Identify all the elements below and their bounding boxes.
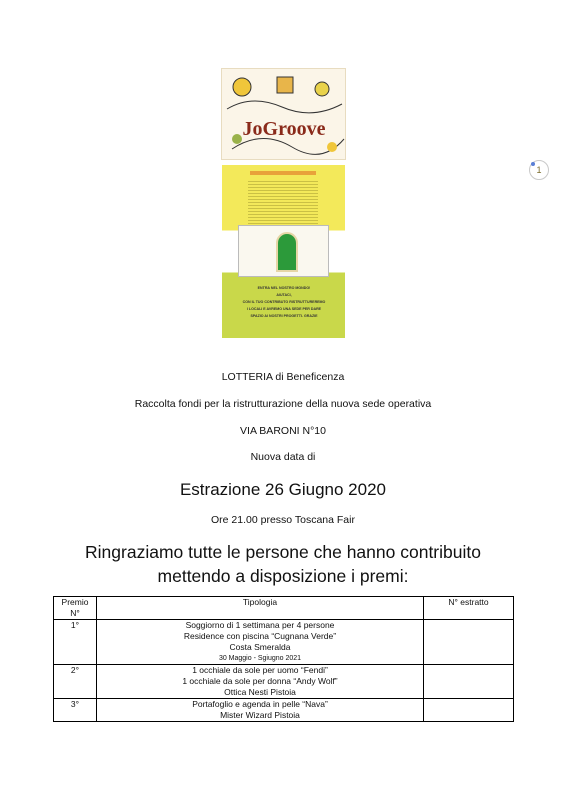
poster-caption-line: SPAZIO AI NOSTRI PROGETTI. GRAZIE [250, 314, 318, 318]
poster-caption-line: ENTRA NEL NOSTRO MONDO! [257, 286, 311, 290]
prize-dates: 30 Maggio - Sgiugno 2021 [218, 655, 302, 662]
prize-line: Portafoglio e agenda in pelle “Nava” [192, 699, 328, 709]
prize-number: 1° [54, 620, 97, 665]
thanks-line-1: Ringraziamo tutte le persone che hanno contribuito [85, 542, 481, 562]
header-prize-label: Premio [61, 597, 89, 607]
prize-line: Ottica Nesti Pistoia [224, 687, 296, 697]
table-row [54, 699, 514, 722]
prize-line: Mister Wizard Pistoia [220, 710, 300, 720]
draw-date-heading: Estrazione 26 Giugno 2020 [179, 480, 387, 499]
logo-illustration [222, 69, 346, 160]
drawn-number-cell[interactable] [424, 699, 514, 722]
logo-image [221, 68, 346, 160]
table-row [54, 665, 514, 699]
header-drawn-number: N° estratto [424, 597, 514, 620]
time-place-line: Ore 21.00 presso Toscana Fair [211, 514, 355, 526]
poster-text-block [248, 179, 318, 225]
header-number-label: N° [70, 608, 80, 618]
prize-number: 2° [54, 665, 97, 699]
page-number: 1 [536, 165, 542, 175]
header-prize-number [54, 597, 97, 620]
thanks-heading [0, 540, 566, 588]
poster-image [222, 165, 345, 338]
prize-line: 1 occhiale da sole per uomo “Fendi” [192, 665, 328, 675]
drawn-number-cell[interactable] [424, 620, 514, 665]
page-number-badge[interactable] [529, 160, 549, 180]
prize-line: 1 occhiale da sole per donna “Andy Wolf” [182, 676, 338, 686]
new-date-line: Nuova data di [250, 451, 316, 463]
table-header-row [54, 597, 514, 620]
prize-description [97, 699, 424, 722]
poster-caption-line: CON IL TUO CONTRIBUTO RISTRUTTUREREMO [242, 300, 326, 304]
poster-house-illustration [238, 225, 329, 277]
address-line: VIA BARONI N°10 [240, 425, 326, 437]
header-type: Tipologia [97, 597, 424, 620]
poster-title-strip [250, 171, 316, 175]
notification-dot-icon [531, 162, 535, 166]
prize-description [97, 665, 424, 699]
prizes-table [53, 596, 514, 722]
prize-description [97, 620, 424, 665]
prize-line: Residence con piscina “Cugnana Verde” [183, 631, 337, 641]
svg-text:JoGroove: JoGroove [242, 118, 326, 140]
fundraising-line: Raccolta fondi per la ristrutturazione della nuova sede operativa [134, 398, 432, 410]
prize-line: Costa Smeralda [229, 642, 291, 652]
drawn-number-cell[interactable] [424, 665, 514, 699]
thanks-line-2: mettendo a disposizione i premi: [157, 566, 409, 586]
poster-caption-line: I LOCALI E AVREMO UNA SEDE PER DARE [246, 307, 322, 311]
lottery-title: LOTTERIA di Beneficenza [221, 371, 345, 383]
poster-green-door [276, 232, 298, 272]
prize-line: Soggiorno di 1 settimana per 4 persone [185, 620, 335, 630]
poster-caption [240, 285, 328, 320]
prize-number: 3° [54, 699, 97, 722]
poster-caption-line: AIUTACI, [276, 293, 292, 297]
table-row [54, 620, 514, 665]
